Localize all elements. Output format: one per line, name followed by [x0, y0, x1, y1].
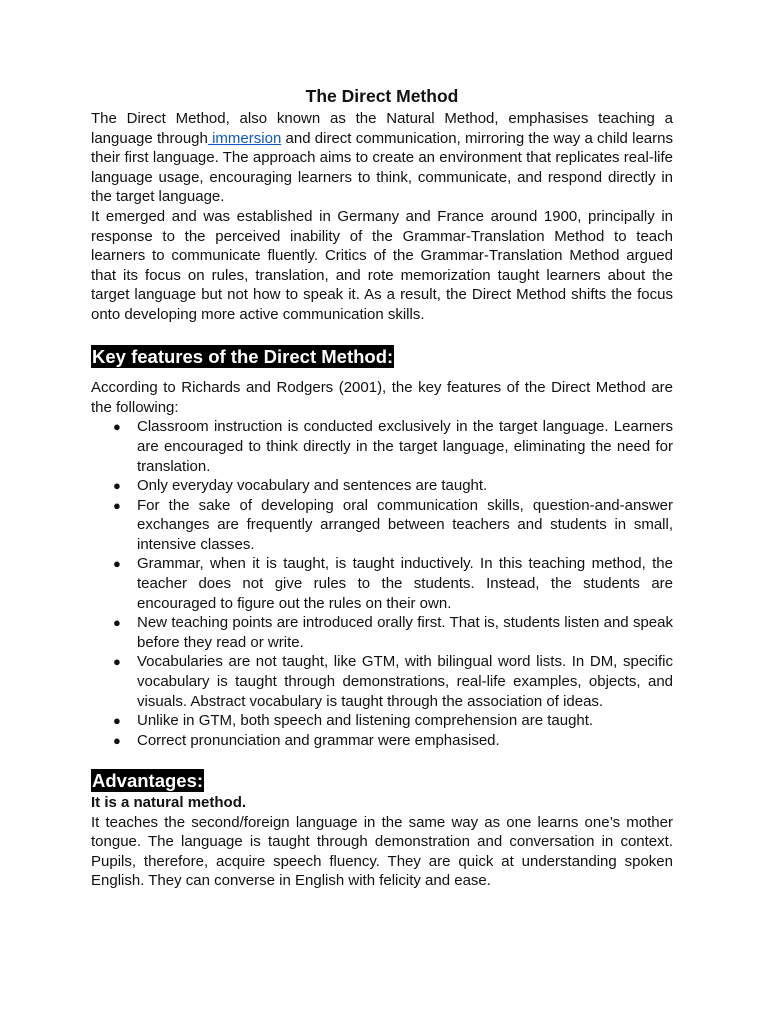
list-item-text: Classroom instruction is conducted exclusively in the target language. Learners are encouraged to think directly in the target language, eliminating the need for translation.: [137, 418, 673, 475]
list-item: [113, 731, 673, 751]
intro-paragraph: [91, 109, 673, 207]
intro-text-before-link: The Direct Method, also known as the Natural Method, emphasises teaching a language through: [91, 110, 673, 147]
list-item: [113, 554, 673, 613]
list-item-text: For the sake of developing oral communication skills, question-and-answer exchanges are frequently arranged between teachers and students in small, intensive classes.: [137, 496, 673, 553]
intro-text-after-link: and direct communication, mirroring the way a child learns their first language. The approach aims to create an environment that replicates real-life language usage, encouraging learners to think, communicate, and respond directly in the target language.: [91, 129, 673, 206]
bullet-icon: ●: [113, 478, 121, 494]
list-item-text: Vocabularies are not taught, like GTM, with bilingual word lists. In DM, specific vocabulary is taught through demonstrations, real-life examples, objects, and visuals. Abstract vocabulary is taught through the association of ideas.: [137, 653, 673, 710]
history-paragraph: It emerged and was established in Germany and France around 1900, principally in response to the perceived inability of the Grammar-Translation Method to teach learners to communicate fluently. Critics of the Grammar-Translation Method argued that its focus on rules, translation, and rote memorization taught learners about the target language but not how to speak it. As a result, the Direct Method shifts the focus onto developing more active communication skills.: [91, 207, 673, 323]
list-item-text: Grammar, when it is taught, is taught inductively. In this teaching method, the teacher does not give rules to the students. Instead, the students are encouraged to figure out the rules on their own.: [137, 555, 673, 612]
list-item-text: Only everyday vocabulary and sentences are taught.: [137, 477, 488, 495]
bullet-icon: ●: [113, 713, 121, 729]
list-item-text: New teaching points are introduced orally first. That is, students listen and speak before they read or write.: [137, 614, 673, 651]
list-item: [113, 476, 673, 496]
list-item: [113, 652, 673, 711]
list-item: [113, 417, 673, 476]
list-item-text: Unlike in GTM, both speech and listening comprehension are taught.: [137, 712, 594, 730]
bullet-icon: ●: [113, 654, 121, 670]
key-features-heading: Key features of the Direct Method:: [92, 345, 394, 367]
bullet-icon: ●: [113, 419, 121, 435]
bullet-icon: ●: [113, 497, 121, 513]
bullet-icon: ●: [113, 556, 121, 572]
bullet-icon: ●: [113, 732, 121, 748]
page-title: The Direct Method: [305, 86, 459, 106]
bullet-icon: ●: [113, 615, 121, 631]
list-item: [113, 613, 673, 652]
immersion-link[interactable]: immersion: [207, 129, 282, 147]
advantages-paragraph: It teaches the second/foreign language in the same way as one learns one’s mother tongue. The language is taught through demonstration and conversation in context. Pupils, therefore, acquire speech fluency. They are quick at understanding spoken English. They can converse in English with felicity and ease.: [91, 813, 673, 890]
key-features-intro: According to Richards and Rodgers (2001), the key features of the Direct Method are the following:: [91, 379, 673, 416]
advantages-heading: Advantages:: [92, 770, 204, 792]
list-item-text: Correct pronunciation and grammar were emphasised.: [137, 731, 500, 749]
list-item: [113, 711, 673, 731]
key-features-list: [91, 417, 673, 750]
list-item: [113, 496, 673, 555]
advantages-subheading: It is a natural method.: [91, 794, 247, 811]
advantages-heading-block: [91, 769, 673, 793]
document-page: [91, 84, 673, 891]
key-features-heading-block: [91, 345, 673, 369]
